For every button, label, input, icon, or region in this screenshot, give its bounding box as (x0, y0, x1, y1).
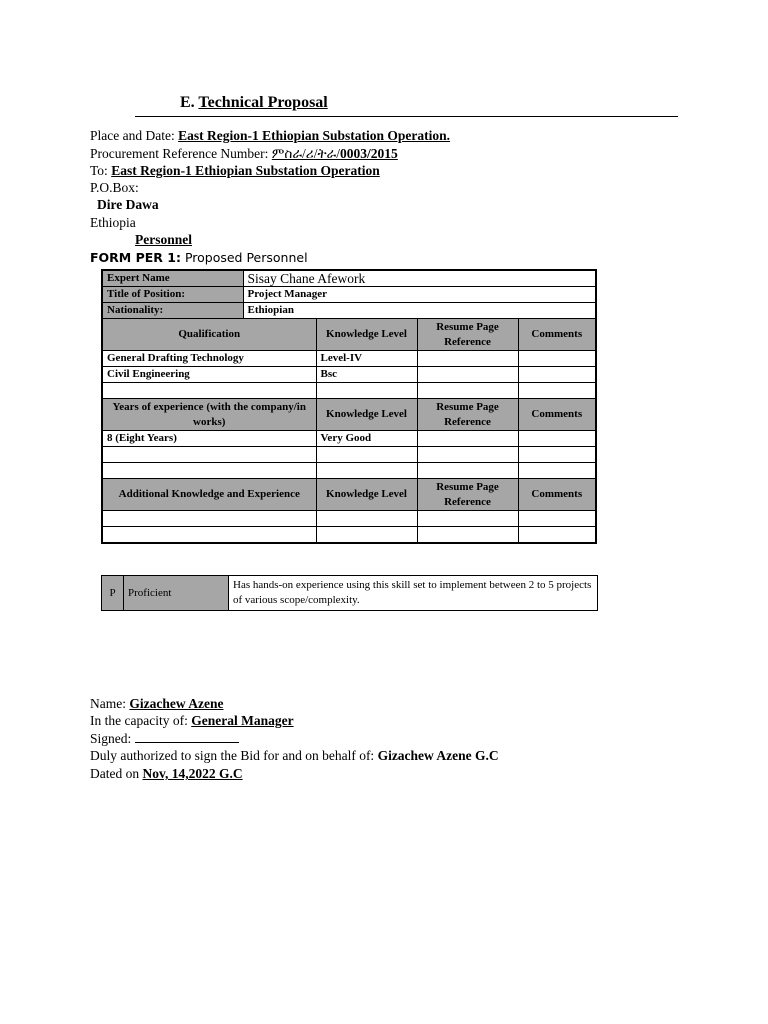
section-letter: E. (180, 94, 199, 111)
capacity-value: General Manager (191, 713, 294, 728)
table-cell: General Drafting Technology (102, 351, 316, 367)
table-cell (417, 447, 518, 463)
table-cell (316, 511, 417, 527)
country-line: Ethiopia (90, 215, 136, 230)
authorized-label: Duly authorized to sign the Bid for and on behalf of: (90, 748, 378, 763)
table-row (102, 303, 596, 319)
column-header: Knowledge Level (316, 479, 417, 511)
form-name: Proposed Personnel (180, 250, 308, 265)
signed-line (90, 731, 239, 747)
table-cell (102, 527, 316, 544)
table-cell (518, 447, 596, 463)
proficiency-legend (101, 575, 598, 611)
name-line (90, 696, 223, 712)
table-row (102, 270, 596, 287)
nationality-label: Nationality: (102, 303, 243, 319)
position-value: Project Manager (243, 287, 596, 303)
dated-value: Nov, 14,2022 G.C (142, 766, 243, 781)
nationality-value: Ethiopian (243, 303, 596, 319)
table-cell (518, 527, 596, 544)
table-row (102, 383, 596, 399)
heading-rule (135, 94, 678, 117)
legend-code: P (102, 576, 124, 611)
table-cell (316, 463, 417, 479)
table-cell (102, 463, 316, 479)
personnel-table (101, 269, 597, 544)
place-value: East Region-1 Ethiopian Substation Operation. (178, 128, 451, 143)
table-cell (518, 351, 596, 367)
to-value: East Region-1 Ethiopian Substation Operation (111, 163, 380, 178)
form-title (90, 250, 308, 265)
procurement-number: 0003/2015 (340, 146, 398, 161)
table-cell (102, 447, 316, 463)
table-cell (518, 367, 596, 383)
name-label: Name: (90, 696, 130, 711)
legend-description: Has hands-on experience using this skill set to implement between 2 to 5 projects of various scope/complexity. (229, 576, 598, 611)
table-row (102, 463, 596, 479)
authorized-value: Gizachew Azene G.C (377, 748, 499, 763)
table-cell: Bsc (316, 367, 417, 383)
table-row (102, 351, 596, 367)
procurement-label: Procurement Reference Number: (90, 146, 272, 161)
city-value: Dire Dawa (97, 197, 159, 212)
name-value: Gizachew Azene (129, 696, 224, 711)
table-cell (417, 511, 518, 527)
table-cell (518, 511, 596, 527)
column-header: Qualification (102, 319, 316, 351)
table-cell (102, 383, 316, 399)
procurement-line (90, 146, 398, 162)
table-cell (316, 383, 417, 399)
experience-header-row (102, 399, 596, 431)
column-header: Comments (518, 399, 596, 431)
column-header: Resume Page Reference (417, 319, 518, 351)
table-cell: Civil Engineering (102, 367, 316, 383)
table-cell (417, 367, 518, 383)
page-title (180, 94, 328, 112)
qualification-header-row (102, 319, 596, 351)
table-cell (518, 431, 596, 447)
signed-label: Signed: (90, 731, 135, 746)
table-cell (417, 351, 518, 367)
to-line (90, 163, 380, 179)
table-cell (316, 447, 417, 463)
capacity-line (90, 713, 294, 729)
column-header: Years of experience (with the company/in works) (102, 399, 316, 431)
place-date-line (90, 128, 450, 144)
pobox-line: P.O.Box: (90, 180, 139, 195)
personnel-label: Personnel (135, 232, 192, 247)
signature-field[interactable] (135, 732, 239, 743)
column-header: Additional Knowledge and Experience (102, 479, 316, 511)
table-cell: Very Good (316, 431, 417, 447)
form-code: FORM PER 1: (90, 250, 181, 265)
column-header: Comments (518, 319, 596, 351)
table-row (102, 367, 596, 383)
table-cell (316, 527, 417, 544)
procurement-prefix: ምስራ/ሪ/ትራ/ (271, 146, 341, 161)
table-cell (518, 463, 596, 479)
legend-level: Proficient (124, 576, 229, 611)
table-cell (417, 463, 518, 479)
legend-row (102, 576, 598, 611)
table-row (102, 447, 596, 463)
column-header: Resume Page Reference (417, 399, 518, 431)
table-cell: 8 (Eight Years) (102, 431, 316, 447)
table-cell (417, 383, 518, 399)
column-header: Comments (518, 479, 596, 511)
column-header: Knowledge Level (316, 399, 417, 431)
additional-header-row (102, 479, 596, 511)
authorized-line (90, 748, 499, 764)
column-header: Resume Page Reference (417, 479, 518, 511)
table-cell (102, 511, 316, 527)
table-row (102, 527, 596, 544)
table-row (102, 431, 596, 447)
expert-name-value: Sisay Chane Afework (243, 270, 596, 287)
table-row (102, 287, 596, 303)
capacity-label: In the capacity of: (90, 713, 192, 728)
table-cell (518, 383, 596, 399)
column-header: Knowledge Level (316, 319, 417, 351)
table-cell (417, 431, 518, 447)
table-cell (417, 527, 518, 544)
dated-label: Dated on (90, 766, 143, 781)
place-label: Place and Date: (90, 128, 179, 143)
expert-name-label: Expert Name (102, 270, 243, 287)
table-row (102, 511, 596, 527)
dated-line (90, 766, 243, 782)
position-label: Title of Position: (102, 287, 243, 303)
to-label: To: (90, 163, 112, 178)
table-cell: Level-IV (316, 351, 417, 367)
section-title: Technical Proposal (198, 94, 328, 111)
city-line (97, 197, 159, 213)
personnel-heading (135, 232, 192, 248)
